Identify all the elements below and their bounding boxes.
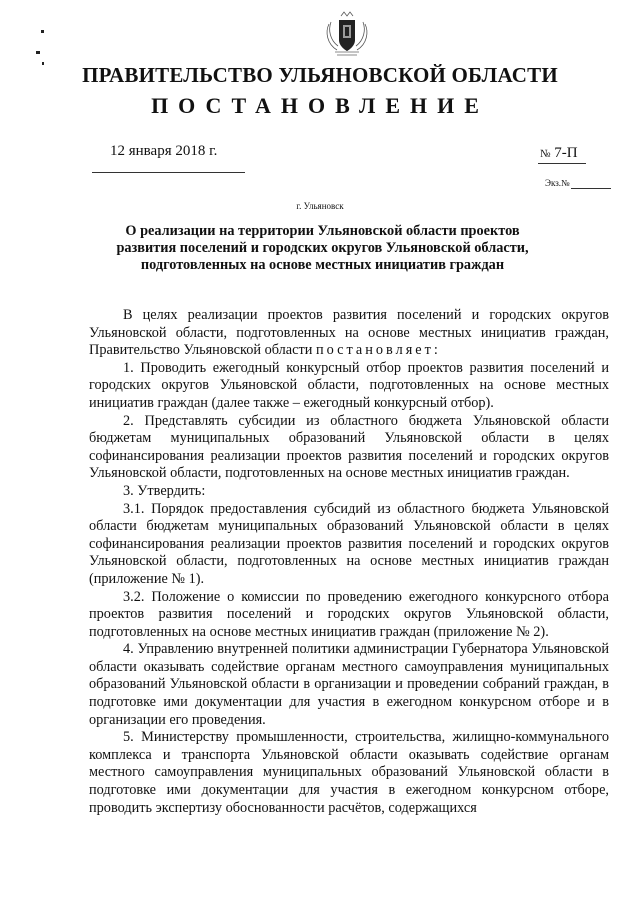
number-value: 7-П [554, 145, 578, 161]
paragraph-3: 3. Утвердить: [123, 482, 206, 499]
document-date: 12 января 2018 г. [110, 143, 218, 159]
paragraph-1: 1. Проводить ежегодный конкурсный отбор проектов развития поселений и городских округов Ульяновской области, подготовленных на основе местных инициатив граждан (далее также – ежегодный конкурсный отбор). [89, 359, 609, 411]
paragraph-5: 5. Министерству промышленности, строительства, жилищно-коммунального комплекса и транспорта Ульяновской области оказывать содействие органам местного самоуправления муниципальных образований Ульяновской области в подготовке ими документации для участия в ежегодном конкурсном отборе, проводить экспертизу обоснованности расчётов, содержащихся [89, 729, 609, 816]
paragraph-3-1: 3.1. Порядок предоставления субсидий из областного бюджета Ульяновской области бюджетам муниципальных образований Ульяновской области в целях софинансирования реализации проектов развития поселений и городских округов Ульяновской области, подготовленных на основе местных инициатив граждан (приложение № 1). [89, 500, 609, 587]
coat-of-arms-emblem [323, 10, 371, 60]
document-title: О реализации на территории Ульяновской области проектов развития поселений и городских округов Ульяновской области, подготовленных на основе местных инициатив граждан [116, 223, 529, 273]
government-name: ПРАВИТЕЛЬСТВО УЛЬЯНОВСКОЙ ОБЛАСТИ [82, 63, 558, 87]
copy-number-line [571, 188, 611, 189]
document-type-heading: ПОСТАНОВЛЕНИЕ [151, 93, 489, 118]
paragraph-4: 4. Управлению внутренней политики администрации Губернатора Ульяновской области оказывать содействие органам местного самоуправления муниципальных образований Ульяновской области в организации и проведении собраний граждан, в подготовке ими документации для участия в ежегодном конкурсном отборе и в организации его проведения. [89, 641, 609, 728]
document-body [89, 307, 609, 817]
intro-paragraph [89, 307, 609, 360]
date-underline [92, 172, 245, 173]
document-number [540, 145, 578, 162]
intro-text: В целях реализации проектов развития поселений и городских округов Ульяновской области, подготовленных на основе местных инициатив граждан, Правительство Ульяновской области [89, 307, 609, 359]
paragraph-2: 2. Представлять субсидии из областного бюджета Ульяновской области бюджетам муниципальных образований Ульяновской области в целях софинансирования реализации проектов развития поселений и городских округов Ульяновской области, подготовленных на основе местных инициатив граждан. [89, 412, 609, 482]
number-underline [538, 163, 586, 164]
paragraph-3-2: 3.2. Положение о комиссии по проведению ежегодного конкурсного отбора проектов развития поселений и городских округов Ульяновской области, подготовленных на основе местных инициатив граждан (приложение № 2). [89, 588, 609, 640]
decree-word: постановляет: [315, 342, 441, 359]
city-name: г. Ульяновск [296, 201, 344, 211]
number-sign: № [540, 148, 551, 160]
copy-number-label: Экз.№ [545, 178, 570, 188]
